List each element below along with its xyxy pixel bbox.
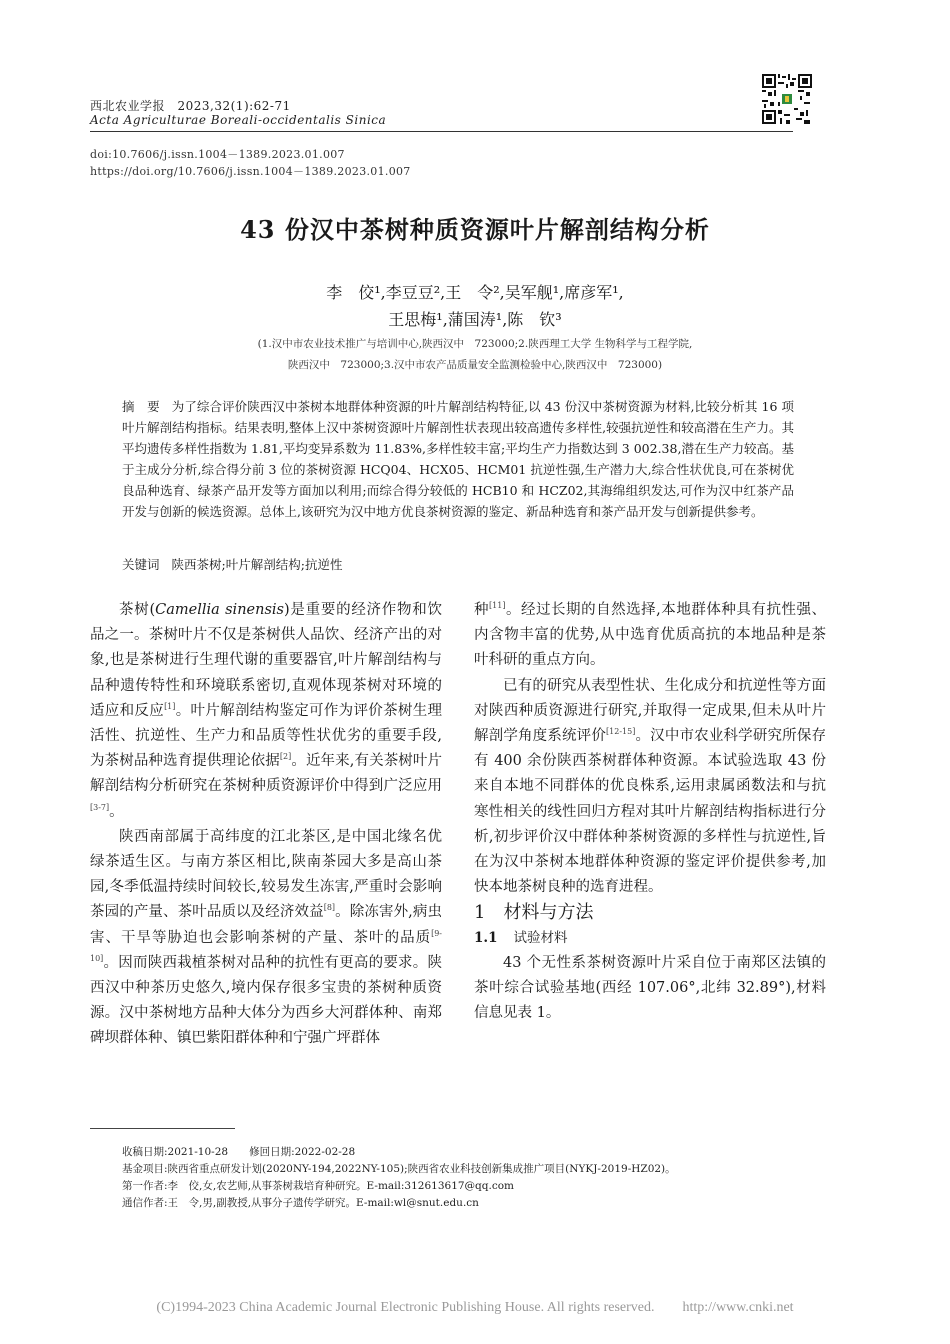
citation[interactable]: [11]: [489, 601, 506, 611]
footnotes: [122, 1144, 822, 1212]
citation[interactable]: [1]: [164, 701, 176, 711]
keywords-label: 关键词: [122, 557, 160, 572]
section-heading-1: 1 材料与方法: [474, 902, 594, 924]
intro-paragraph-2-cont: 种[11]。经过长期的自然选择,本地群体种具有抗性强、内含物丰富的优势,从中选育优质高抗的本地品种是茶叶科研的重点方向。: [474, 601, 827, 669]
paper-title: 43 份汉中茶树种质资源叶片解剖结构分析: [240, 215, 710, 244]
citation[interactable]: [2]: [279, 752, 292, 762]
footnote-first-author: 第一作者:李 佼,女,农艺师,从事茶树栽培育种研究。E-mail:312613617@qq.com: [122, 1180, 514, 1192]
header-rule: [90, 131, 793, 132]
abstract: [122, 396, 794, 522]
qr-code-icon: [762, 74, 812, 124]
body-right-column: [474, 598, 826, 1026]
footnote-rule: [90, 1128, 235, 1129]
abstract-label: 摘 要: [122, 399, 160, 414]
intro-paragraph-2: 陕西南部属于高纬度的江北茶区,是中国北缘名优绿茶适生区。与南方茶区相比,陕南茶园大多是高山茶园,冬季低温持续时间较长,较易发生冻害,严重时会影响茶园的产量、茶叶品质以及经济效益[8]。除冻害外,病虫害、干旱等胁迫也会影响茶树的产量、茶叶的品质[9-10]。因而陕西栽植茶树对品种的抗性有更高的要求。陕西汉中种茶历史悠久,境内保存很多宝贵的茶树种质资源。汉中茶树地方品种大体分为西乡大河群体种、南郑碑坝群体种、镇巴紫阳群体种和宁强广坪群体: [90, 828, 443, 1047]
citation[interactable]: [8]: [323, 903, 336, 913]
citation[interactable]: [12-15]: [606, 727, 636, 737]
footnote-dates: 收稿日期:2021-10-28 修回日期:2022-02-28: [122, 1146, 356, 1158]
intro-paragraph-1: 茶树(Camellia sinensis)是重要的经济作物和饮品之一。茶树叶片不仅是茶树供人品饮、经济产出的对象,也是茶树进行生理代谢的重要器官,叶片解剖结构与品种遗传特性和环境联系密切,直观体现茶树对环境的适应和反应[1]。叶片解剖结构鉴定可作为评价茶树生理活性、抗逆性、生产力和品质等性状优劣的重要手段,为茶树品种选育提供理论依据[2]。近年来,有关茶树叶片解剖结构分析研究在茶树种质资源评价中得到广泛应用[3-7]。: [90, 602, 443, 820]
keywords-text: 陕西茶树;叶片解剖结构;抗逆性: [171, 557, 343, 572]
doi-url[interactable]: https://doi.org/10.7606/j.issn.1004－1389.2023.01.007: [90, 165, 411, 178]
materials-paragraph: 43 个无性系茶树资源叶片采自位于南郑区法镇的茶叶综合试验基地(西经 107.06°,北纬 32.89°),材料信息见表 1。: [474, 954, 826, 1022]
affiliation-line-1: (1.汉中市农业技术推广与培训中心,陕西汉中 723000;2.陕西理工大学 生物科学与工程学院,: [257, 338, 693, 350]
intro-paragraph-3: 已有的研究从表型性状、生化成分和抗逆性等方面对陕西种质资源进行研究,并取得一定成果,但未从叶片解剖学角度系统评价[12-15]。汉中市农业科学研究所保存有 400 余份陕西茶树群体种资源。本试验选取 43 份来自本地不同群体的优良株系,运用隶属函数法和与抗寒性相关的线性回归方程对其叶片解剖结构指标进行分析,初步评价汉中群体种茶树资源的多样性与抗逆性,旨在为汉中茶树本地群体种资源的鉴定评价提供参考,加快本地茶树良种的选育进程。: [474, 677, 827, 896]
affiliation-line-2: 陕西汉中 723000;3.汉中市农产品质量安全监测检验中心,陕西汉中 723000): [287, 359, 663, 371]
citation[interactable]: [9-10]: [90, 928, 442, 964]
keywords: [122, 555, 794, 573]
doi-line: doi:10.7606/j.issn.1004－1389.2023.01.007: [90, 148, 345, 161]
species-name: Camellia sinensis: [155, 602, 284, 618]
section-heading-1-1: 1.1 试验材料: [474, 929, 568, 946]
journal-header-en: Acta Agriculturae Boreali-occidentalis Sinica: [90, 113, 387, 127]
journal-header-cn: 西北农业学报 2023,32(1):62-71: [90, 99, 291, 113]
body-left-column: [90, 598, 442, 1052]
footnote-fund: 基金项目:陕西省重点研发计划(2020NY-194,2022NY-105);陕西省农业科技创新集成推广项目(NYKJ-2019-HZ02)。: [122, 1163, 676, 1175]
authors-line-2: 王思梅¹,蒲国涛¹,陈 钦³: [388, 310, 562, 329]
citation[interactable]: [3-7]: [90, 802, 110, 812]
copyright-watermark: (C)1994-2023 China Academic Journal Electronic Publishing House. All rights reserved. http://www.cnki.net: [156, 1300, 794, 1315]
authors-line-1: 李 佼¹,李豆豆²,王 令²,吴军舰¹,席彦军¹,: [326, 283, 624, 302]
abstract-text: 为了综合评价陕西汉中茶树本地群体种资源的叶片解剖结构特征,以 43 份汉中茶树资源为材料,比较分析其 16 项叶片解剖结构指标。结果表明,整体上汉中茶树资源叶片解剖性状表现出较高遗传多样性,较强抗逆性和较高潜在生产力。其平均遗传多样性指数为 1.81,平均变异系数为 11.83%,多样性较丰富;平均生产力指数达到 3 002.38,潜在生产力较高。基于主成分分析,综合得分前 3 位的茶树资源 HCQ04、HCX05、HCM01 抗逆性强,生产潜力大,综合性状优良,可在茶树优良品种选育、绿茶产品开发等方面加以利用;而综合得分较低的 HCB10 和 HCZ02,其海绵组织发达,可作为汉中红茶产品开发与创新的候选资源。总体上,该研究为汉中地方优良茶树资源的鉴定、新品种选育和茶产品开发与创新提供参考。: [122, 399, 794, 519]
footnote-corresponding: 通信作者:王 令,男,副教授,从事分子遗传学研究。E-mail:wl@snut.edu.cn: [122, 1197, 479, 1209]
